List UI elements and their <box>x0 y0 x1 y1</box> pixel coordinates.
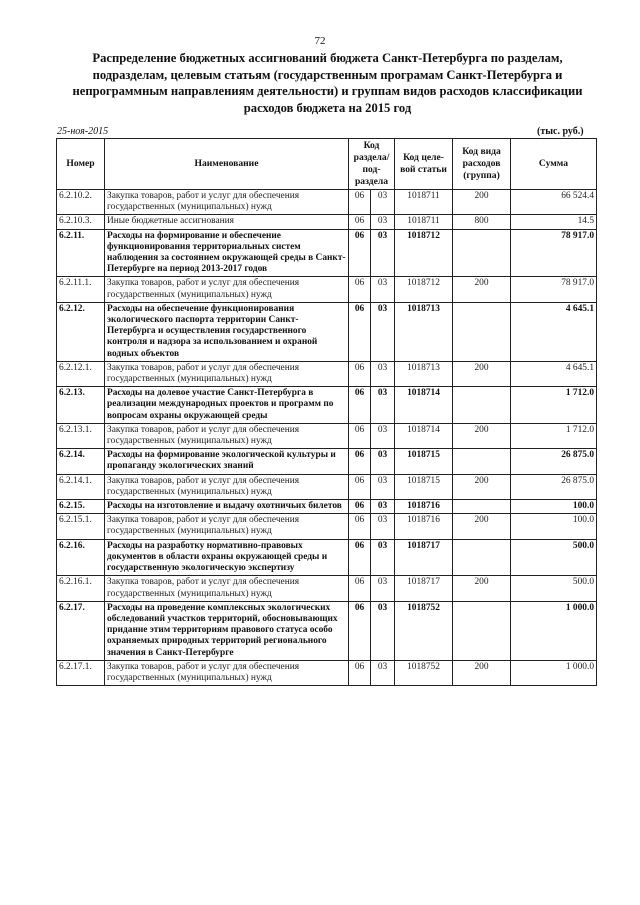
cell-expense-type: 200 <box>453 660 511 685</box>
cell-name: Закупка товаров, работ и услуг для обеспечения государственных (муниципальных) нужд <box>105 423 349 448</box>
cell-target-article: 1018712 <box>395 229 453 277</box>
cell-target-article: 1018714 <box>395 423 453 448</box>
cell-sum: 78 917.0 <box>511 277 597 302</box>
cell-subsection: 03 <box>371 215 395 229</box>
header-target: Код целе-вой статьи <box>395 139 453 190</box>
cell-subsection: 03 <box>371 514 395 539</box>
cell-number: 6.2.13.1. <box>57 423 105 448</box>
cell-subsection: 03 <box>371 474 395 499</box>
cell-number: 6.2.12. <box>57 302 105 361</box>
units-label: (тыс. руб.) <box>537 126 584 137</box>
cell-number: 6.2.11. <box>57 229 105 277</box>
cell-target-article: 1018713 <box>395 302 453 361</box>
table-row <box>57 387 597 424</box>
table-row <box>57 539 597 576</box>
cell-subsection: 03 <box>371 576 395 601</box>
cell-number: 6.2.16.1. <box>57 576 105 601</box>
cell-section: 06 <box>349 601 371 660</box>
cell-expense-type <box>453 601 511 660</box>
cell-sum: 1 000.0 <box>511 601 597 660</box>
cell-expense-type <box>453 539 511 576</box>
cell-expense-type <box>453 229 511 277</box>
cell-number: 6.2.15.1. <box>57 514 105 539</box>
cell-name: Иные бюджетные ассигнования <box>105 215 349 229</box>
cell-section: 06 <box>349 539 371 576</box>
budget-table <box>56 138 597 686</box>
cell-subsection: 03 <box>371 361 395 386</box>
table-row <box>57 215 597 229</box>
page-number: 72 <box>314 35 326 47</box>
table-row <box>57 277 597 302</box>
cell-sum: 4 645.1 <box>511 361 597 386</box>
cell-sum: 1 712.0 <box>511 387 597 424</box>
cell-section: 06 <box>349 660 371 685</box>
cell-section: 06 <box>349 449 371 474</box>
cell-section: 06 <box>349 423 371 448</box>
cell-subsection: 03 <box>371 302 395 361</box>
table-row <box>57 514 597 539</box>
cell-target-article: 1018713 <box>395 361 453 386</box>
cell-sum: 78 917.0 <box>511 229 597 277</box>
cell-target-article: 1018717 <box>395 539 453 576</box>
cell-number: 6.2.11.1. <box>57 277 105 302</box>
cell-subsection: 03 <box>371 190 395 215</box>
cell-expense-type: 200 <box>453 576 511 601</box>
cell-subsection: 03 <box>371 660 395 685</box>
cell-expense-type: 200 <box>453 361 511 386</box>
cell-name: Закупка товаров, работ и услуг для обеспечения государственных (муниципальных) нужд <box>105 190 349 215</box>
cell-target-article: 1018716 <box>395 514 453 539</box>
cell-sum: 100.0 <box>511 500 597 514</box>
document-title: Распределение бюджетных ассигнований бюджета Санкт-Петербурга по разделам, подразделам, целевым статьям (государственным програмам Санкт-Петербурга и непрограммным направлениям деятельности) и группам видов расходов классификации расходов бюджета на 2015 год <box>72 51 583 115</box>
cell-section: 06 <box>349 361 371 386</box>
table-header-row <box>57 139 597 190</box>
header-sum: Сумма <box>511 139 597 190</box>
cell-number: 6.2.17. <box>57 601 105 660</box>
table-row <box>57 423 597 448</box>
cell-name: Расходы на формирование экологической культуры и пропаганду экологических знаний <box>105 449 349 474</box>
cell-section: 06 <box>349 302 371 361</box>
cell-name: Закупка товаров, работ и услуг для обеспечения государственных (муниципальных) нужд <box>105 277 349 302</box>
cell-sum: 500.0 <box>511 539 597 576</box>
cell-number: 6.2.10.2. <box>57 190 105 215</box>
cell-expense-type: 200 <box>453 423 511 448</box>
table-row <box>57 190 597 215</box>
table-row <box>57 361 597 386</box>
cell-target-article: 1018717 <box>395 576 453 601</box>
cell-sum: 26 875.0 <box>511 449 597 474</box>
cell-number: 6.2.13. <box>57 387 105 424</box>
cell-number: 6.2.10.3. <box>57 215 105 229</box>
cell-expense-type: 200 <box>453 277 511 302</box>
cell-expense-type <box>453 449 511 474</box>
cell-number: 6.2.12.1. <box>57 361 105 386</box>
cell-subsection: 03 <box>371 601 395 660</box>
table-row <box>57 500 597 514</box>
cell-section: 06 <box>349 500 371 514</box>
cell-name: Расходы на проведение комплексных экологических обследований участков территорий, обосновывающих придание этим территориям правового статуса особо охраняемых природных территорий регионального значения в Санкт-Петербурге <box>105 601 349 660</box>
cell-expense-type: 200 <box>453 514 511 539</box>
cell-target-article: 1018752 <box>395 660 453 685</box>
table-row <box>57 660 597 685</box>
cell-name: Закупка товаров, работ и услуг для обеспечения государственных (муниципальных) нужд <box>105 576 349 601</box>
cell-sum: 14.5 <box>511 215 597 229</box>
cell-target-article: 1018712 <box>395 277 453 302</box>
cell-sum: 66 524.4 <box>511 190 597 215</box>
cell-name: Расходы на изготовление и выдачу охотничьих билетов <box>105 500 349 514</box>
header-expense-type: Код вида расходов (группа) <box>453 139 511 190</box>
table-row <box>57 449 597 474</box>
cell-subsection: 03 <box>371 387 395 424</box>
cell-section: 06 <box>349 387 371 424</box>
cell-name: Закупка товаров, работ и услуг для обеспечения государственных (муниципальных) нужд <box>105 474 349 499</box>
cell-expense-type: 800 <box>453 215 511 229</box>
cell-subsection: 03 <box>371 423 395 448</box>
header-section: Код раздела/ под-раздела <box>349 139 395 190</box>
cell-name: Закупка товаров, работ и услуг для обеспечения государственных (муниципальных) нужд <box>105 514 349 539</box>
cell-number: 6.2.17.1. <box>57 660 105 685</box>
cell-name: Расходы на разработку нормативно-правовых документов в области охраны окружающей среды и государственную экологическую экспертизу <box>105 539 349 576</box>
cell-section: 06 <box>349 474 371 499</box>
cell-expense-type: 200 <box>453 474 511 499</box>
cell-target-article: 1018711 <box>395 190 453 215</box>
cell-number: 6.2.14. <box>57 449 105 474</box>
cell-number: 6.2.14.1. <box>57 474 105 499</box>
cell-expense-type: 200 <box>453 190 511 215</box>
table-row <box>57 229 597 277</box>
cell-subsection: 03 <box>371 449 395 474</box>
cell-name: Расходы на формирование и обеспечение функционирования территориальных систем наблюдения за состоянием окружающей среды в Санкт-Петербурге на период 2013-2017 годов <box>105 229 349 277</box>
cell-name: Закупка товаров, работ и услуг для обеспечения государственных (муниципальных) нужд <box>105 361 349 386</box>
cell-target-article: 1018715 <box>395 449 453 474</box>
cell-expense-type <box>453 387 511 424</box>
cell-target-article: 1018752 <box>395 601 453 660</box>
cell-name: Закупка товаров, работ и услуг для обеспечения государственных (муниципальных) нужд <box>105 660 349 685</box>
table-row <box>57 474 597 499</box>
cell-target-article: 1018716 <box>395 500 453 514</box>
table-row <box>57 576 597 601</box>
cell-sum: 500.0 <box>511 576 597 601</box>
cell-number: 6.2.16. <box>57 539 105 576</box>
cell-name: Расходы на обеспечение функционирования экологического паспорта территории Санкт-Петербурга и осуществления государственного контроля и надзора за использованием и охраной водных объектов <box>105 302 349 361</box>
cell-subsection: 03 <box>371 500 395 514</box>
document-date: 25-ноя-2015 <box>57 126 109 137</box>
cell-expense-type <box>453 500 511 514</box>
cell-section: 06 <box>349 277 371 302</box>
cell-sum: 4 645.1 <box>511 302 597 361</box>
table-row <box>57 302 597 361</box>
cell-expense-type <box>453 302 511 361</box>
header-number: Номер <box>57 139 105 190</box>
cell-section: 06 <box>349 576 371 601</box>
cell-subsection: 03 <box>371 539 395 576</box>
table-row <box>57 601 597 660</box>
cell-subsection: 03 <box>371 229 395 277</box>
cell-subsection: 03 <box>371 277 395 302</box>
cell-target-article: 1018715 <box>395 474 453 499</box>
cell-name: Расходы на долевое участие Санкт-Петербурга в реализации международных проектов и программ по вопросам охраны окружающей среды <box>105 387 349 424</box>
cell-section: 06 <box>349 215 371 229</box>
cell-section: 06 <box>349 190 371 215</box>
table-body <box>57 190 597 686</box>
cell-sum: 100.0 <box>511 514 597 539</box>
cell-sum: 26 875.0 <box>511 474 597 499</box>
cell-sum: 1 712.0 <box>511 423 597 448</box>
cell-section: 06 <box>349 229 371 277</box>
cell-number: 6.2.15. <box>57 500 105 514</box>
cell-section: 06 <box>349 514 371 539</box>
cell-sum: 1 000.0 <box>511 660 597 685</box>
header-name: Наименование <box>105 139 349 190</box>
cell-target-article: 1018711 <box>395 215 453 229</box>
cell-target-article: 1018714 <box>395 387 453 424</box>
